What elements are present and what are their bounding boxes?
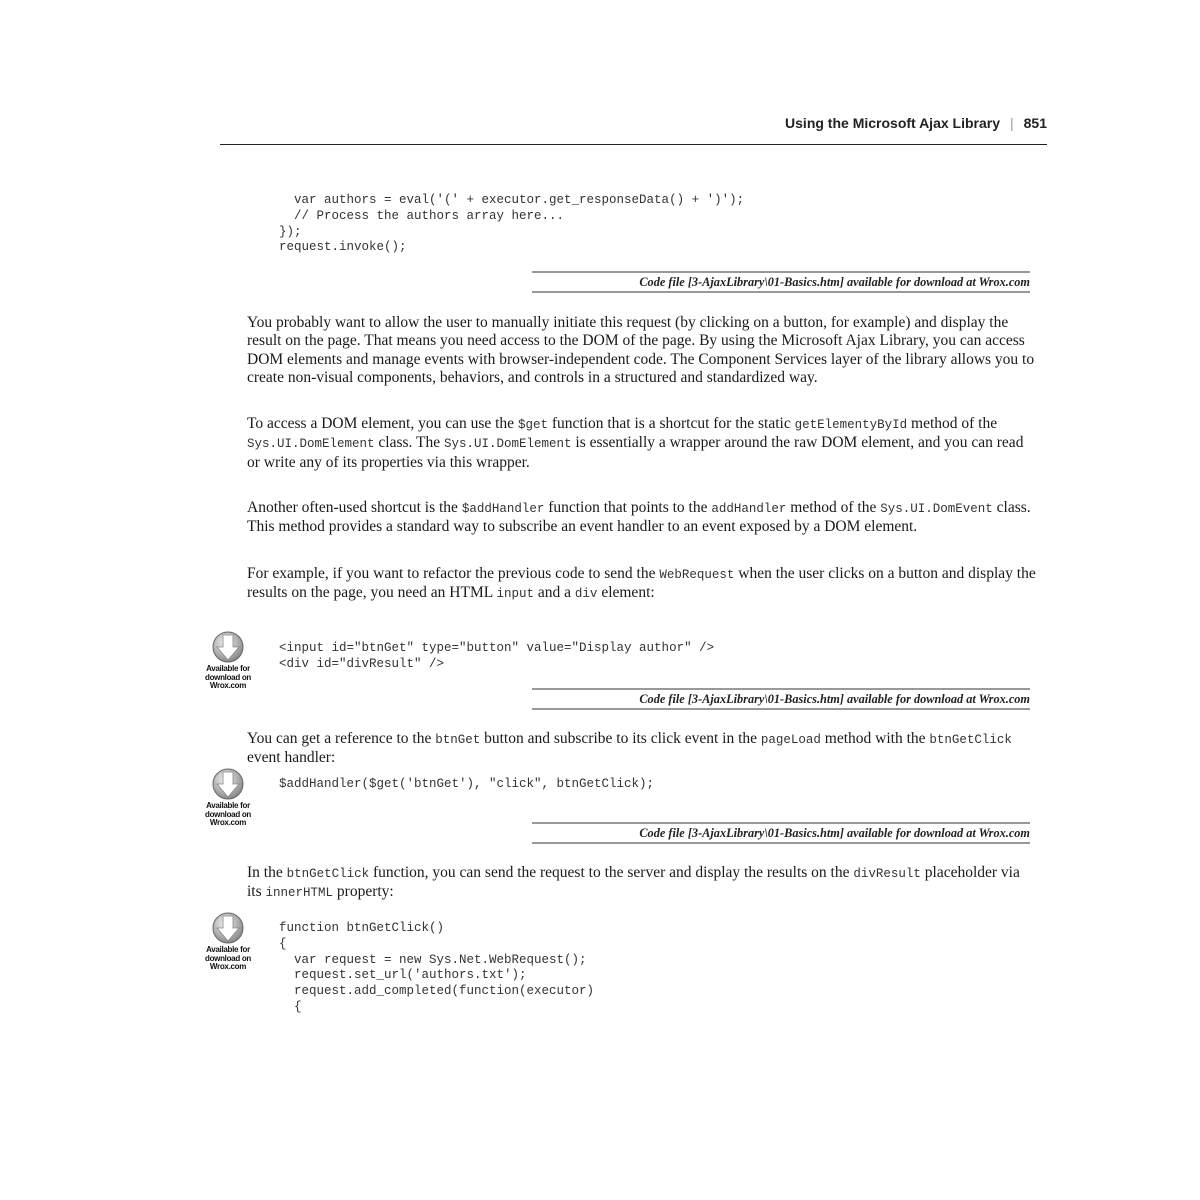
- body-paragraph: You probably want to allow the user to manually initiate this request (by clicking on a button, for example) and display the result on the page. That means you need access to the DOM of the page. By using the Microsoft Ajax Library, you can access DOM elements and manage events with browser-independent code. The Component Services layer of the library allows you to create non-visual components, behaviors, and controls in a structured and standardized way.: [247, 314, 1035, 387]
- inline-code: Sys.UI.DomElement: [247, 437, 375, 452]
- inline-code: btnGetClick: [929, 733, 1012, 747]
- download-badge-text: [200, 946, 256, 972]
- body-paragraph: [247, 565, 1037, 604]
- body-paragraph: [247, 499, 1037, 537]
- inline-code: divResult: [853, 867, 921, 881]
- code-line: // Process the authors array here...: [279, 208, 565, 223]
- inline-code: btnGet: [435, 733, 481, 747]
- badge-line: Wrox.com: [209, 962, 247, 971]
- badge-line: download on: [204, 953, 252, 963]
- code-line: var authors = eval('(' + executor.get_responseData() + ')');: [279, 193, 745, 207]
- inline-code: $get: [517, 418, 548, 432]
- badge-line: download on: [204, 672, 252, 682]
- header-text: [785, 115, 1047, 131]
- code-line: var request = new Sys.Net.WebRequest();: [279, 952, 587, 967]
- code-file-caption: Code file [3-AjaxLibrary\01-Basics.htm] available for download at Wrox.com: [532, 688, 1030, 710]
- inline-code: btnGetClick: [286, 867, 370, 881]
- code-line: <div id="divResult" />: [279, 656, 445, 671]
- inline-code: getElementyById: [794, 418, 908, 432]
- code-line: {: [279, 936, 287, 951]
- text-run: To access a DOM element, you can use the: [247, 415, 518, 432]
- inline-code: input: [496, 587, 535, 602]
- text-run: You can get a reference to the: [247, 730, 436, 747]
- chapter-title: Using the Microsoft Ajax Library: [785, 115, 1000, 131]
- code-block-1: [279, 193, 744, 256]
- text-run: class. This method provides a standard way to subscribe an event handler to an event exposed by a DOM element.: [247, 499, 1031, 536]
- text-run: event handler:: [247, 749, 336, 767]
- badge-line: Available for: [206, 801, 250, 810]
- code-line: $addHandler($get('btnGet'), "click", btnGetClick);: [279, 777, 655, 791]
- page-number: 851: [1023, 115, 1047, 131]
- text-run: element:: [597, 584, 655, 602]
- download-arrow-icon: [208, 631, 248, 665]
- text-run: placeholder via its: [247, 864, 1020, 901]
- text-run: function that points to the: [544, 499, 712, 516]
- inline-code: Sys.UI.DomEvent: [880, 502, 993, 516]
- inline-code: WebRequest: [659, 568, 735, 582]
- inline-code: div: [574, 587, 598, 602]
- inline-code: addHandler: [711, 502, 787, 516]
- download-badge: [200, 631, 256, 691]
- text-run: method of the: [786, 499, 881, 516]
- inline-code: Sys.UI.DomElement: [443, 437, 572, 452]
- body-paragraph: [247, 730, 1037, 768]
- download-badge-text: [200, 665, 256, 691]
- download-badge: [200, 768, 256, 828]
- badge-line: Available for: [206, 945, 250, 954]
- text-run: function, you can send the request to the server and display the results on the: [369, 864, 854, 881]
- text-run: button and subscribe to its click event in the: [480, 730, 761, 747]
- code-file-caption: Code file [3-AjaxLibrary\01-Basics.htm] available for download at Wrox.com: [532, 271, 1030, 293]
- badge-line: download on: [204, 809, 252, 819]
- code-line: <input id="btnGet" type="button" value="Display author" />: [279, 641, 715, 655]
- inline-code: innerHTML: [265, 886, 334, 901]
- text-run: For example, if you want to refactor the previous code to send the: [247, 565, 660, 582]
- text-run: function that is a shortcut for the static: [547, 415, 795, 432]
- text-run: is essentially a wrapper around the raw DOM element, and you can read or write any of its properties via this wrapper.: [247, 434, 1024, 471]
- text-run: method of the: [907, 415, 998, 432]
- text-run: In the: [247, 864, 287, 881]
- code-block-2: [279, 641, 714, 673]
- code-file-caption: Code file [3-AjaxLibrary\01-Basics.htm] available for download at Wrox.com: [532, 822, 1030, 844]
- badge-line: Wrox.com: [209, 818, 247, 827]
- code-line: });: [279, 224, 302, 239]
- code-line: function btnGetClick(): [279, 921, 445, 935]
- code-block-3: [279, 777, 654, 793]
- code-line: request.add_completed(function(executor): [279, 984, 595, 999]
- inline-code: pageLoad: [760, 733, 821, 747]
- code-block-4: [279, 921, 594, 1016]
- badge-line: Available for: [206, 664, 250, 673]
- text-run: property:: [333, 883, 394, 901]
- download-arrow-icon: [208, 768, 248, 802]
- download-badge: [200, 912, 256, 972]
- code-line: {: [279, 999, 302, 1014]
- text-run: when the user clicks on a button and display the results on the page, you need an HTML: [247, 565, 1036, 602]
- text-run: method with the: [820, 730, 930, 747]
- code-line: request.invoke();: [279, 240, 407, 255]
- code-line: request.set_url('authors.txt');: [279, 968, 527, 983]
- text-run: Another often-used shortcut is the: [247, 499, 462, 516]
- body-paragraph: [247, 864, 1037, 903]
- inline-code: $addHandler: [461, 502, 545, 516]
- running-header: [220, 113, 1047, 145]
- text-run: and a: [534, 584, 575, 602]
- header-separator: |: [1010, 115, 1014, 131]
- body-paragraph: [247, 415, 1037, 472]
- download-badge-text: [200, 802, 256, 828]
- text-run: class. The: [374, 434, 444, 452]
- download-arrow-icon: [208, 912, 248, 946]
- badge-line: Wrox.com: [209, 681, 247, 690]
